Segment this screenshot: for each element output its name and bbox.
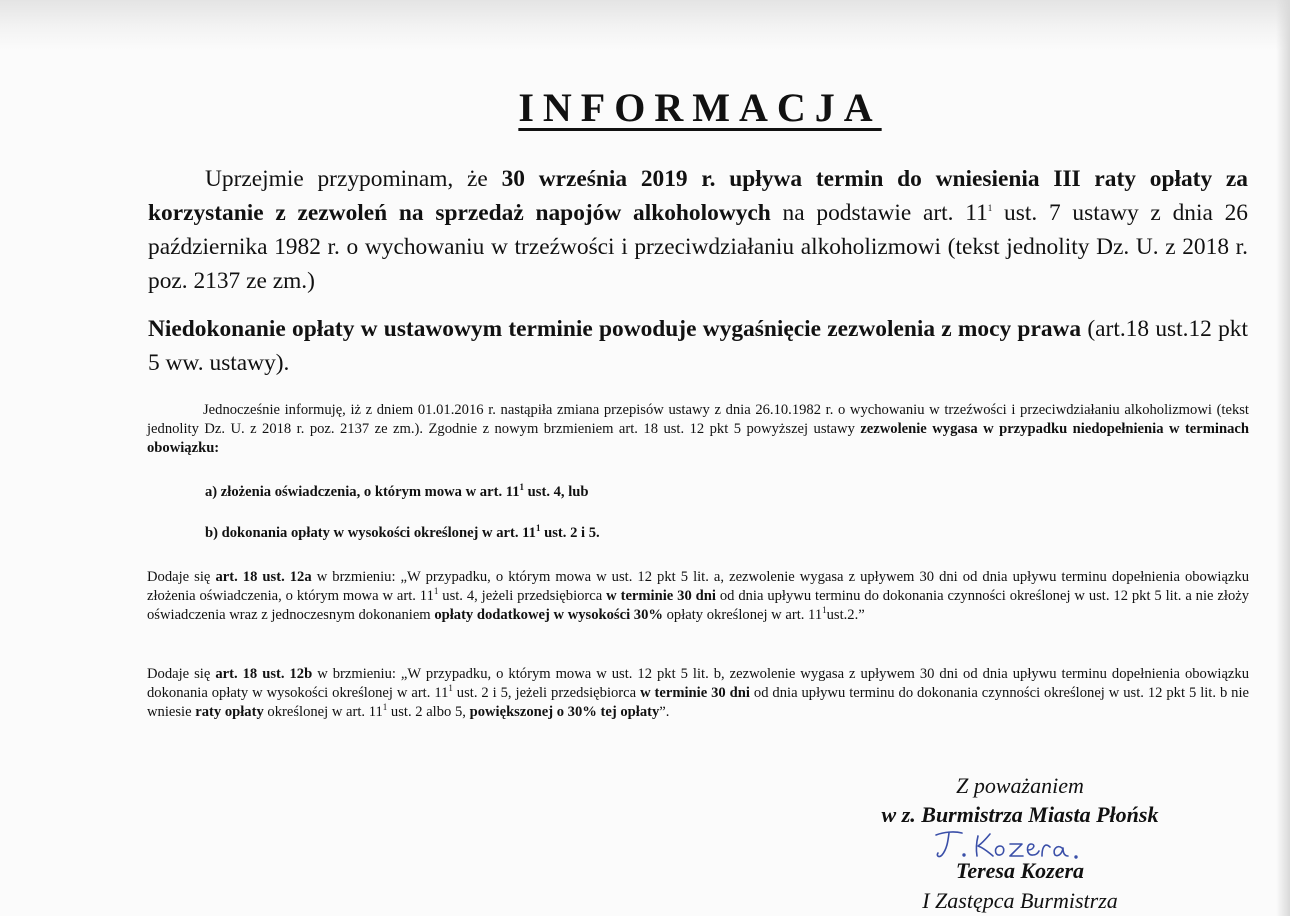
text: ust. 2 albo 5, [387, 704, 470, 720]
superscript: 1 [987, 203, 993, 214]
text: (art.18 ust.12 pkt 5 ww. ustawy). [148, 316, 1248, 376]
signature-name: Teresa Kozera [955, 858, 1085, 883]
text: Jednocześnie informuję, iż z dniem 01.01.2016 r. nastąpiła zmiana przepisów ustawy z dnia 26.10.1982 r. o wychowaniu w trzeźwości i przeciwdziałaniu alkoholizmowi (tekst jednolity Dz. U. z 2018 r. poz. 2137 ze zm.). Zgodnie z nowym brzmieniem art. 18 ust. 12 pkt 5 powyższej ustawy [147, 402, 1249, 437]
emphasis: art. 18 ust. 12a [215, 569, 312, 585]
text: ust.2.” [826, 607, 865, 623]
list-item-a [205, 483, 589, 502]
text: ust. 2 i 5, jeżeli przedsiębiorca [452, 685, 641, 701]
superscript: 1 [535, 523, 541, 534]
text: Dodaje się [147, 569, 216, 585]
superscript: 1 [822, 605, 827, 616]
superscript: 1 [448, 683, 453, 694]
superscript: 1 [433, 586, 439, 597]
reminder-paragraph [148, 162, 1248, 298]
text: ust. 4, jeżeli przedsiębiorca [438, 588, 607, 604]
text: Uprzejmie przypominam, że [205, 166, 502, 192]
list-item-b [205, 524, 600, 543]
emphasis: powiększonej o 30% tej opłaty [469, 704, 660, 720]
text: ust. 2 i 5. [540, 525, 600, 541]
article-12a-paragraph [147, 568, 1249, 625]
superscript: 1 [519, 482, 525, 493]
warning-paragraph [148, 312, 1248, 380]
article-12b-paragraph [147, 665, 1249, 722]
emphasis: w terminie 30 dni [640, 685, 750, 701]
emphasis: zezwolenie wygasa w przypadku niedopełnienia w terminach obowiązku: [147, 421, 1249, 456]
superscript: 1 [382, 702, 388, 713]
emphasis: opłaty dodatkowej w wysokości 30% [434, 607, 663, 623]
text: opłaty określonej w art. 11 [662, 607, 823, 623]
emphasis: Niedokonanie opłaty w ustawowym terminie powoduje wygaśnięcie zezwolenia z mocy prawa [148, 316, 1082, 342]
signature-office: w z. Burmistrza Miasta Płońsk [881, 802, 1159, 827]
text: ust. 4, lub [524, 484, 589, 500]
emphasis: 30 września 2019 r. upływa termin do wniesienia III raty opłaty za korzystanie z zezwoleń na sprzedaż napojów alkoholowych [148, 166, 1248, 226]
text: w brzmieniu: „W przypadku, o którym mowa w ust. 12 pkt 5 lit. a, zezwolenie wygasa z upływem 30 dni od dnia upływu terminu dopełnienia obowiązku złożenia oświadczenia, o którym mowa w art. 11 [147, 569, 1249, 604]
signature-closing: Z poważaniem [956, 773, 1084, 798]
scan-shadow-right [1276, 0, 1290, 916]
text: ”. [659, 704, 670, 720]
text: od dnia upływu terminu do dokonania czynności określonej w ust. 12 pkt 5 lit. a nie złoży oświadczenia wraz z jednoczesnym dokonaniem [147, 588, 1250, 623]
signature-role: I Zastępca Burmistrza [922, 888, 1118, 913]
text: na podstawie art. 11 [770, 200, 988, 226]
document-title: INFORMACJA [518, 85, 882, 130]
text: od dnia upływu terminu do dokonania czynności określonej w ust. 12 pkt 5 lit. b nie wniesie [147, 685, 1249, 720]
emphasis: w terminie 30 dni [606, 588, 716, 604]
text: określonej w art. 11 [263, 704, 383, 720]
text: ust. 7 ustawy z dnia 26 października 1982 r. o wychowaniu w trzeźwości i przeciwdziałaniu alkoholizmowi (tekst jednolity Dz. U. z 2018 r. poz. 2137 ze zm.) [148, 200, 1248, 294]
text: a) złożenia oświadczenia, o którym mowa w art. 11 [205, 484, 520, 500]
legal-change-paragraph [147, 401, 1249, 458]
scan-shadow-top [0, 0, 1290, 50]
emphasis: raty opłaty [195, 704, 264, 720]
text: Dodaje się [147, 666, 216, 682]
text: w brzmieniu: „W przypadku, o którym mowa w ust. 12 pkt 5 lit. b, zezwolenie wygasa z upływem 30 dni od dnia upływu terminu dopełnienia obowiązku dokonania opłaty w wysokości określonej w art. 11 [147, 666, 1249, 701]
emphasis: art. 18 ust. 12b [215, 666, 313, 682]
text: b) dokonania opłaty w wysokości określonej w art. 11 [205, 525, 536, 541]
